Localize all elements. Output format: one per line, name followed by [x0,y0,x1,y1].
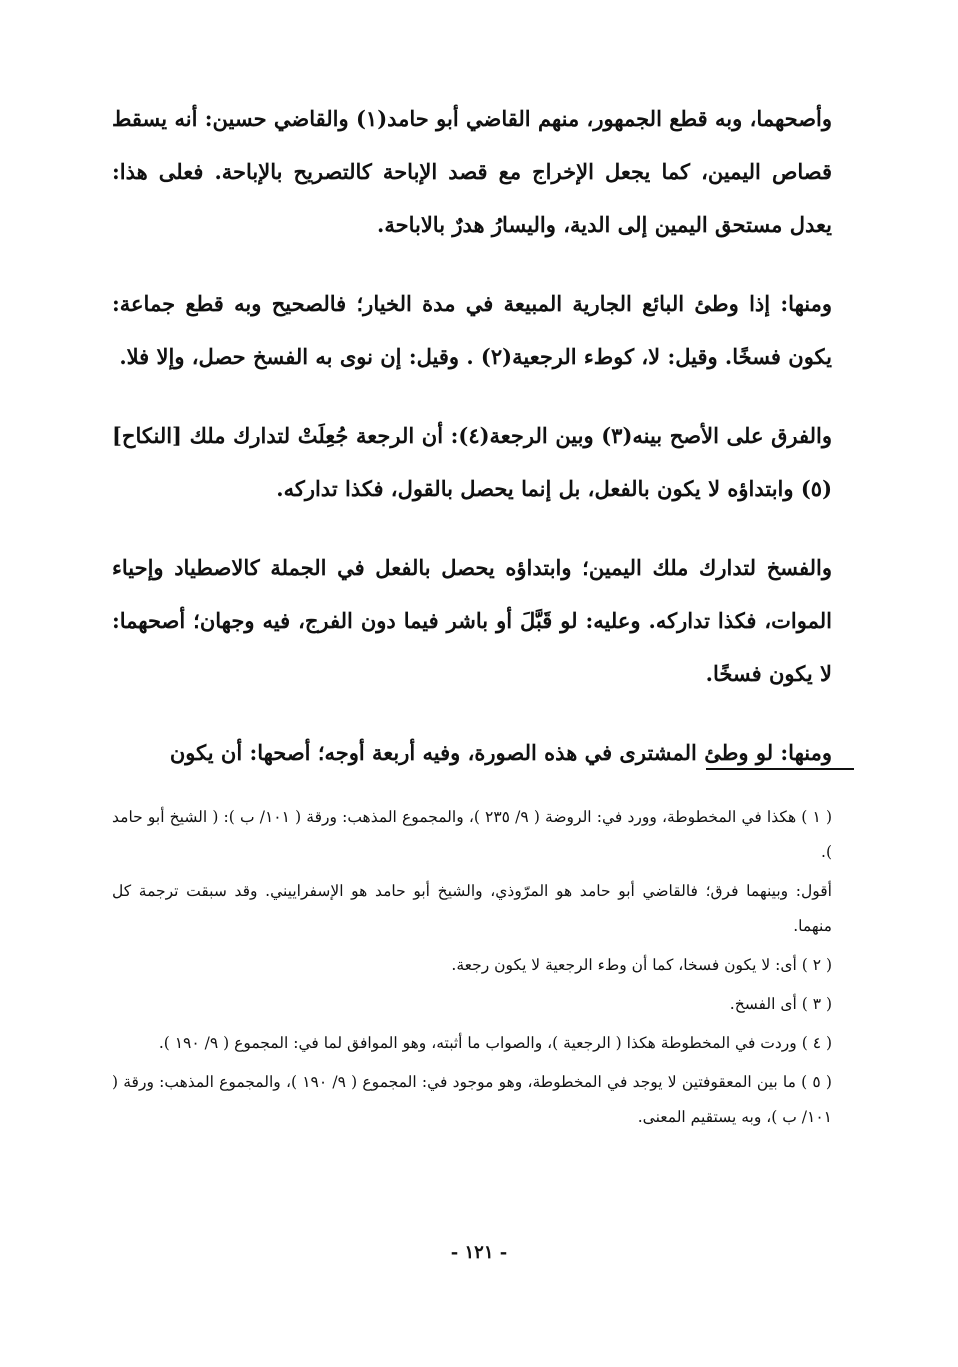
page-number: - ١٢١ - [450,1242,508,1263]
footnote-divider [706,768,854,770]
footnote-1: ( ١ ) هكذا في المخطوطة، وورد في: الروضة ( ٩/ ٢٣٥ )، والمجموع المذهب: ورقة ( ١٠١/ ب ): ( الشيخ أبو حامد ). [112,808,832,861]
paragraph-1: وأصحهما، وبه قطع الجمهور، منهم القاضي أبو حامد(١) والقاضي حسين: أنه يسقط قصاص اليمين، كما يجعل الإخراج مع قصد الإباحة كالتصريح بالإباحة. فعلى هذا: يعدل مستحق اليمين إلى الدية، واليسارُ هدرٌ بالاباحة. [112,106,832,237]
footnote-4: ( ٤ ) وردت في المخطوطة هكذا ( الرجعية )، والصواب ما أثبته، وهو الموافق لما في: المجموع ( ٩/ ١٩٠ ). [158,1034,832,1052]
footnote-2: ( ٢ ) أى: لا يكون فسخا، كما أن وطء الرجعية لا يكون رجعة. [451,956,832,974]
footnotes [112,800,832,1139]
paragraph-4: والفسخ لتدارك ملك اليمين؛ وابتداؤه يحصل بالفعل في الجملة كالاصطياد وإحياء الموات، فكذا تداركه. وعليه: لو قَبَّلَ أو باشر فيما دون الفرج، فيه وجهان؛ أصحهما: لا يكون فسخًا. [112,555,832,686]
paragraph-3: والفرق على الأصح بينه(٣) وبين الرجعة(٤): أن الرجعة جُعِلَتْ لتدارك ملك [النكاح](٥) وابتداؤه لا يكون بالفعل، بل إنما يحصل بالقول، فكذا تداركه. [112,423,832,501]
footnote-1-comment: أقول: وبينهما فرق؛ فالقاضي أبو حامد هو المرّوذي، والشيخ أبو حامد هو الإسفراييني. وقد سبقت ترجمة كل منهما. [112,882,832,935]
footnote-3: ( ٣ ) أى الفسخ. [729,995,832,1013]
paragraph-5: ومنها: لو وطئ المشترى في هذه الصورة، وفيه أربعة أوجه؛ أصحها: أن يكون [169,740,832,765]
paragraph-2: ومنها: إذا وطئ البائع الجارية المبيعة في مدة الخيار؛ فالصحيح وبه قطع جماعة: يكون فسخًا. وقيل: لا، كوطء الرجعية(٢) . وقيل: إن نوى به الفسخ حصل، وإلا فلا. [112,291,832,369]
main-text [112,92,832,805]
footnote-5: ( ٥ ) ما بين المعقوفتين لا يوجد في المخطوطة، وهو موجود في: المجموع ( ٩/ ١٩٠ )، والمجموع المذهب: ورقة ( ١٠١/ ب )، وبه يستقيم المعنى. [112,1073,832,1126]
